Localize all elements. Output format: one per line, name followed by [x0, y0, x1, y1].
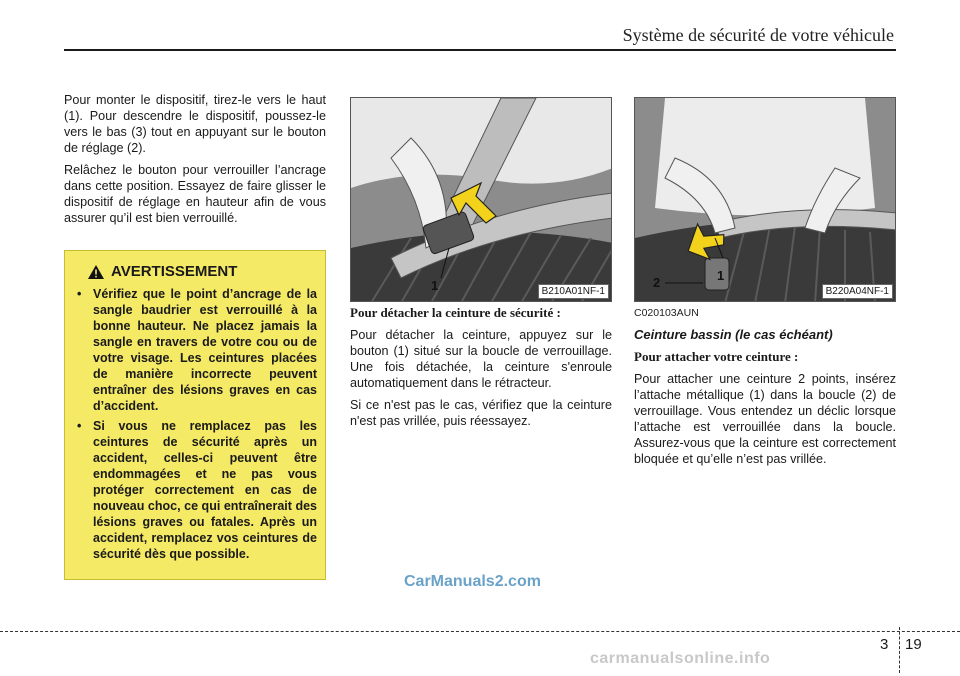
section-code: C020103AUN — [634, 307, 699, 319]
footer-rule — [0, 631, 960, 632]
intro-text-column — [64, 92, 326, 232]
intro-paragraph-1: Pour monter le dispositif, tirez-le vers le haut (1). Pour descendre le dispositif, poussez-le vers le bas (3) tout en appuyant sur le bouton de réglage (2). — [64, 93, 326, 155]
warning-list — [73, 286, 317, 562]
chapter-number: 3 — [880, 636, 889, 653]
figure1-code: B210A01NF-1 — [538, 284, 609, 299]
intro-paragraph-2: Relâchez le bouton pour verrouiller l’ancrage dans cette position. Essayez de faire glisser le dispositif de réglage en hauteur afin de vous assurer qu’il est bien verrouillé. — [64, 163, 326, 225]
figure2-callout-1: 1 — [717, 268, 725, 283]
figure2-code: B220A04NF-1 — [822, 284, 893, 299]
seatbelt-release-photo — [350, 97, 612, 302]
release-paragraph-2: Si ce n'est pas le cas, vérifiez que la ceinture n'est pas vrillée, puis réessayez. — [350, 398, 612, 428]
page-header-title: Système de sécurité de votre véhicule — [622, 25, 894, 45]
warning-title — [87, 263, 317, 280]
lap-belt-heading: Ceinture bassin (le cas échéant) — [634, 327, 833, 342]
page-number: 19 — [905, 636, 922, 653]
lap-belt-text-column — [634, 305, 896, 473]
fasten-paragraph: Pour attacher une ceinture 2 points, insérez l’attache métallique (1) dans la boucle (2) de verrouillage. Vous entendez un déclic lorsque l’attache est verrouillée dans la boucle. Assurez-vous que la ceinture est correctement bloquée et qu’elle n’est pas vrillée. — [634, 372, 896, 466]
fasten-heading: Pour attacher votre ceinture : — [634, 349, 799, 364]
warning-triangle-icon — [87, 264, 105, 280]
figure1-callout-1: 1 — [431, 278, 439, 293]
warning-item: • Si vous ne remplacez pas les ceintures de sécurité après un accident, celles-ci peuvent être endommagées et ne pas vous protéger correctement en cas de nouveau choc, ce qui entraînerait des lésions graves ou fatales. Après un accident, remplacez vos ceintures de sécurité dès que possible. — [77, 419, 317, 561]
carmanuals-watermark: CarManuals2.com — [404, 573, 541, 590]
figure2-callout-2: 2 — [653, 275, 661, 290]
release-paragraph-1: Pour détacher la ceinture, appuyez sur le bouton (1) situé sur la boucle de verrouillage. Une fois détachée, la ceinture s'enroule automatiquement dans le rétracteur. — [350, 328, 612, 390]
release-heading: Pour détacher la ceinture de sécurité : — [350, 305, 561, 320]
header-rule — [64, 49, 896, 51]
lap-belt-photo — [634, 97, 896, 302]
site-watermark: carmanualsonline.info — [590, 650, 771, 667]
warning-title-text: AVERTISSEMENT — [111, 263, 238, 280]
warning-item: • Vérifiez que le point d’ancrage de la sangle baudrier est verrouillé à la bonne hauteur. Ne placez jamais la sangle en travers de votre cou ou de votre visage. Les ceintures placées de manière incorrecte peuvent entraîner des lésions graves en cas d’accident. — [77, 287, 317, 413]
warning-box — [64, 250, 326, 580]
footer-divider — [899, 627, 901, 673]
release-text-column — [350, 305, 612, 435]
